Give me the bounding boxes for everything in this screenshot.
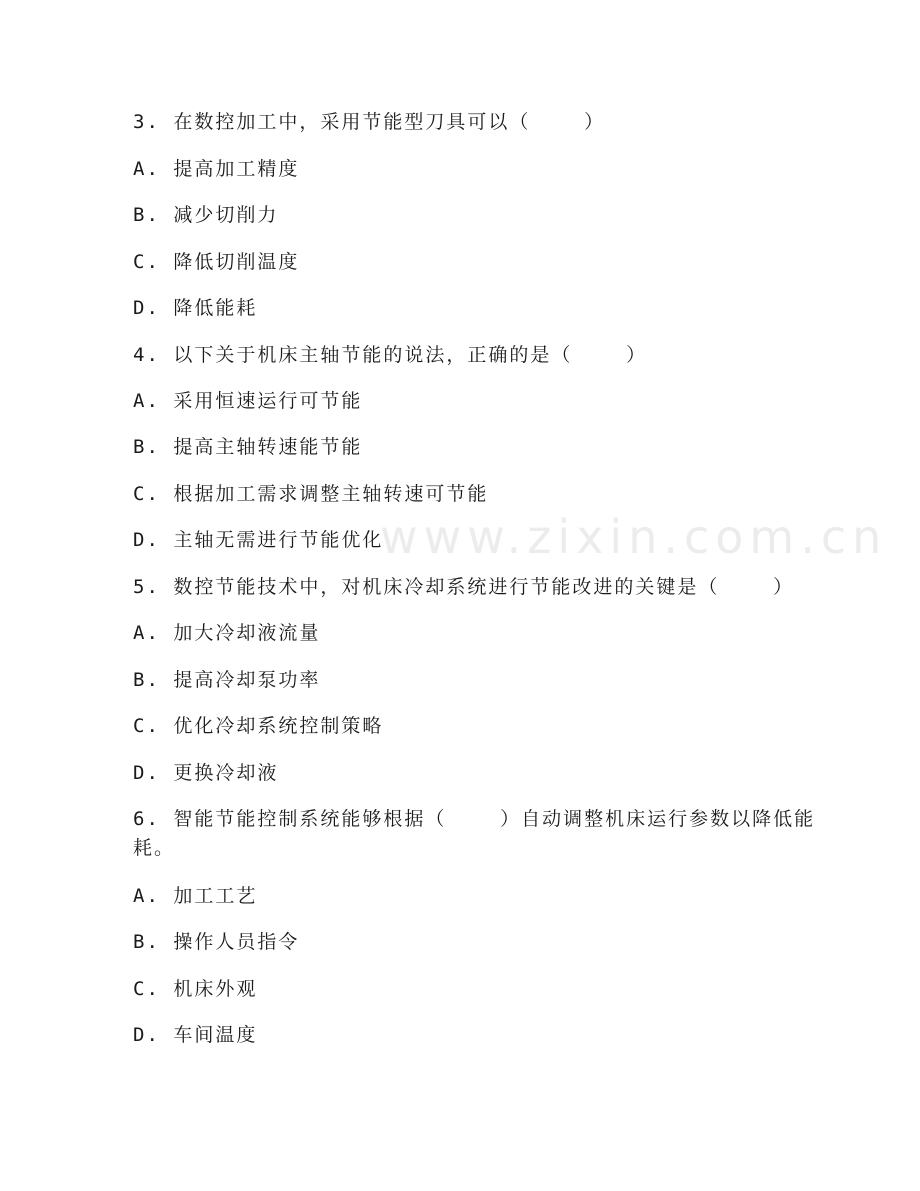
question-6-option-d: D. 车间温度 xyxy=(133,1024,258,1046)
question-5-option-a: A. 加大冷却液流量 xyxy=(133,622,321,644)
question-6-stem-line-2: 耗。 xyxy=(133,837,176,859)
question-5-option-c: C. 优化冷却系统控制策略 xyxy=(133,715,384,737)
question-5-stem: 5. 数控节能技术中，对机床冷却系统进行节能改进的关键是（ ） xyxy=(133,576,795,598)
question-3-option-c: C. 降低切削温度 xyxy=(133,251,300,273)
question-6-option-c: C. 机床外观 xyxy=(133,978,258,1000)
question-4-option-a: A. 采用恒速运行可节能 xyxy=(133,390,363,412)
question-4-stem: 4. 以下关于机床主轴节能的说法，正确的是（ ） xyxy=(133,344,648,366)
question-3-option-d: D. 降低能耗 xyxy=(133,297,258,319)
question-6-option-a: A. 加工工艺 xyxy=(133,885,258,907)
question-6-stem-line-1: 6. 智能节能控制系统能够根据（ ）自动调整机床运行参数以降低能 xyxy=(133,808,816,830)
question-6-option-b: B. 操作人员指令 xyxy=(133,931,300,953)
question-4-option-b: B. 提高主轴转速能节能 xyxy=(133,436,363,458)
question-5-option-d: D. 更换冷却液 xyxy=(133,762,279,784)
question-4-option-c: C. 根据加工需求调整主轴转速可节能 xyxy=(133,483,489,505)
question-4-option-d: D. 主轴无需进行节能优化 xyxy=(133,529,384,551)
question-3-stem: 3. 在数控加工中，采用节能型刀具可以（ ） xyxy=(133,111,606,133)
question-3-option-a: A. 提高加工精度 xyxy=(133,158,300,180)
watermark: www.zixin.com.cn xyxy=(380,510,888,564)
question-3-option-b: B. 减少切削力 xyxy=(133,204,279,226)
question-5-option-b: B. 提高冷却泵功率 xyxy=(133,669,321,691)
